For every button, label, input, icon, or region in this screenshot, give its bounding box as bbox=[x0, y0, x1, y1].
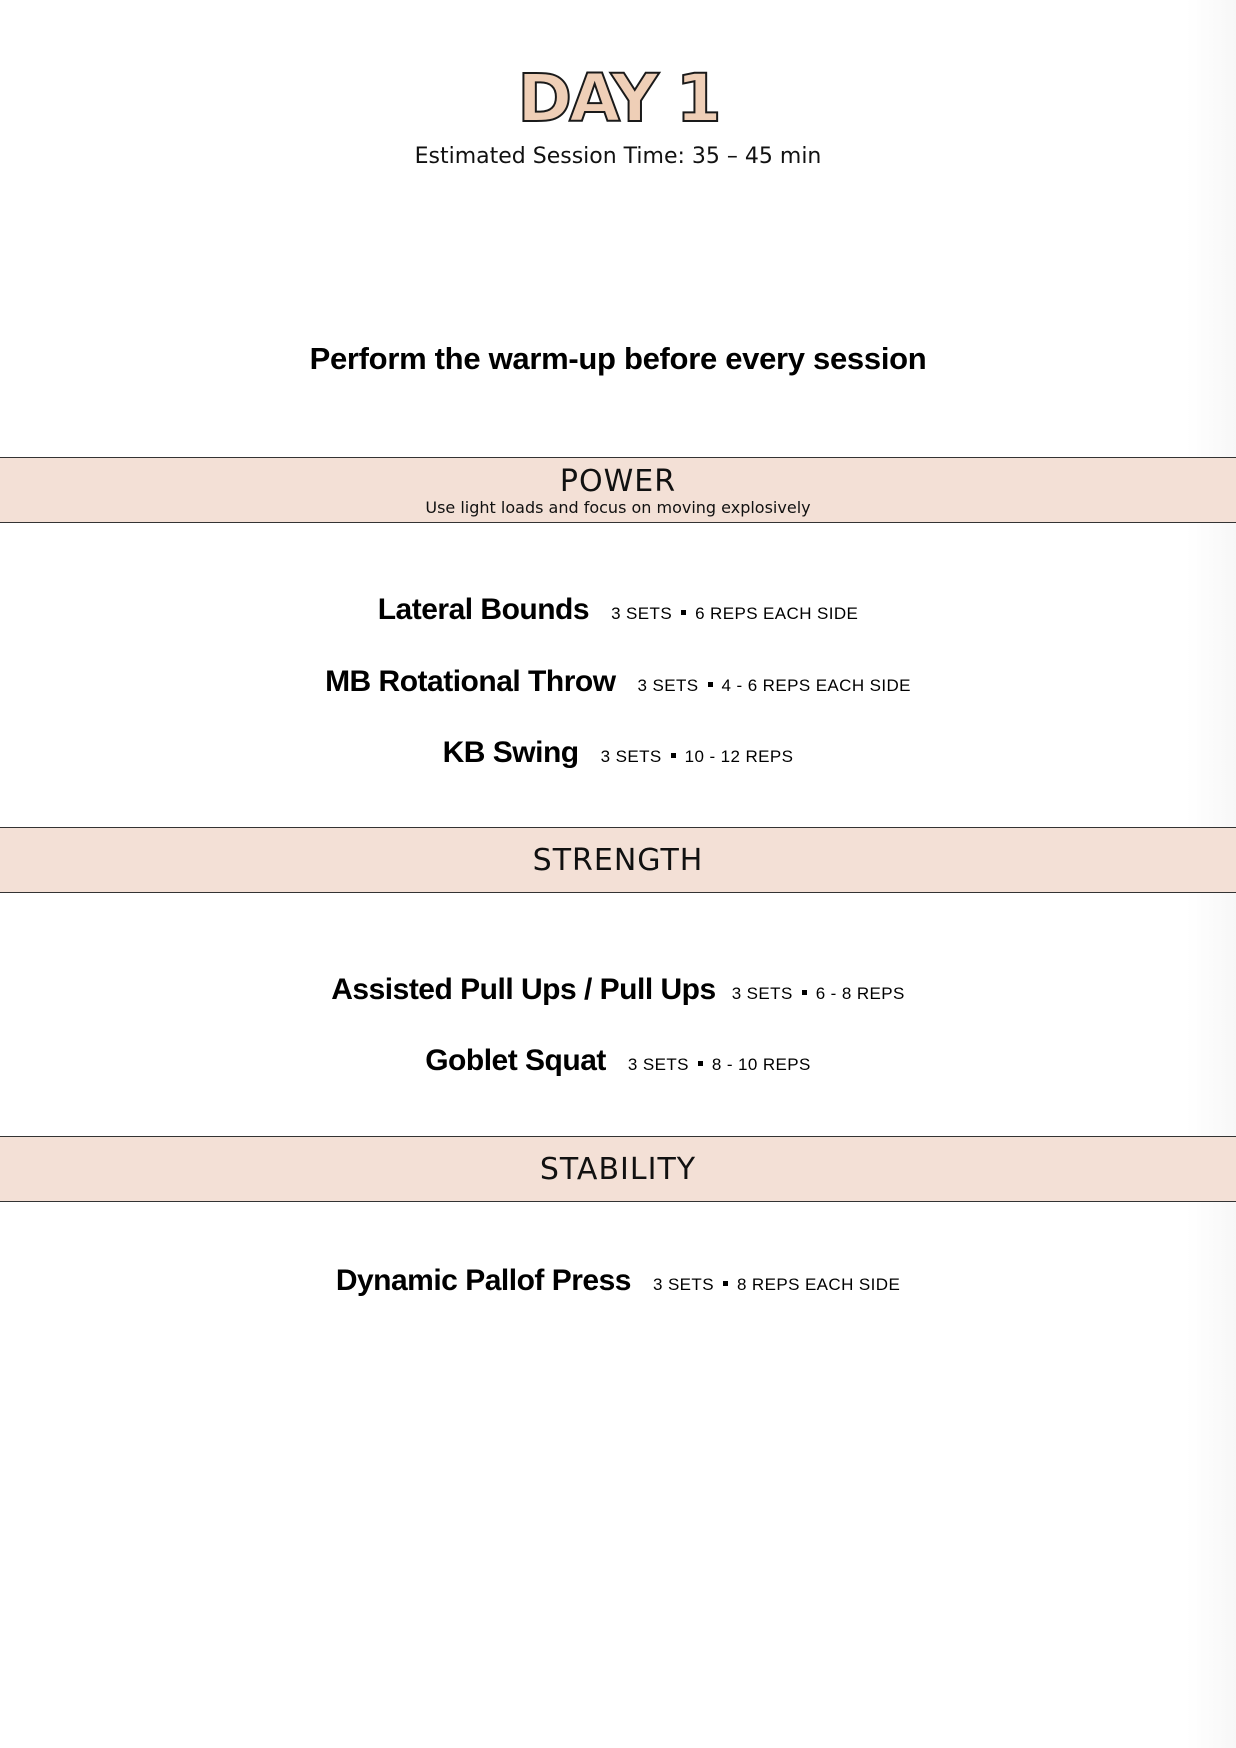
exercise-prescription bbox=[732, 984, 905, 1003]
warmup-note: Perform the warm-up before every session bbox=[309, 341, 927, 376]
exercise-prescription bbox=[628, 1055, 811, 1074]
exercise-name: Assisted Pull Ups / Pull Ups bbox=[331, 973, 716, 1006]
bullet-separator bbox=[671, 753, 676, 758]
bullet-separator bbox=[698, 1061, 703, 1066]
section-header-strength bbox=[0, 827, 1236, 893]
exercise-reps: 4 - 6 REPS EACH SIDE bbox=[721, 676, 911, 695]
section-title: STABILITY bbox=[539, 1152, 697, 1187]
exercise-name: KB Swing bbox=[442, 736, 579, 769]
exercise-reps: 6 REPS EACH SIDE bbox=[695, 604, 859, 623]
section-subtitle: Use light loads and focus on moving explosively bbox=[425, 498, 811, 517]
bullet-separator bbox=[681, 610, 686, 615]
exercise-reps: 8 REPS EACH SIDE bbox=[736, 1275, 901, 1294]
day-title: DAY 1 bbox=[517, 60, 719, 137]
exercise-reps: 10 - 12 REPS bbox=[684, 747, 794, 766]
exercise-prescription bbox=[601, 747, 794, 766]
exercise-name: MB Rotational Throw bbox=[325, 665, 616, 698]
section-title: STRENGTH bbox=[532, 843, 704, 878]
section-title: POWER bbox=[559, 464, 677, 499]
exercise-sets: 3 SETS bbox=[652, 1275, 714, 1294]
session-time: Estimated Session Time: 35 – 45 min bbox=[414, 144, 822, 169]
section-header-power bbox=[0, 457, 1236, 523]
exercise-name: Dynamic Pallof Press bbox=[335, 1264, 631, 1297]
exercise-prescription bbox=[611, 604, 858, 623]
bullet-separator bbox=[723, 1281, 728, 1286]
exercise-prescription bbox=[638, 676, 911, 695]
bullet-separator bbox=[708, 682, 713, 687]
bullet-separator bbox=[802, 990, 807, 995]
exercise-name: Goblet Squat bbox=[425, 1044, 606, 1077]
exercise-sets: 3 SETS bbox=[627, 1055, 689, 1074]
exercise-row bbox=[0, 1046, 1236, 1076]
exercise-sets: 3 SETS bbox=[637, 676, 699, 695]
exercise-row bbox=[0, 667, 1236, 697]
exercise-sets: 3 SETS bbox=[731, 984, 793, 1003]
exercise-row bbox=[0, 975, 1236, 1005]
exercise-row bbox=[0, 738, 1236, 768]
exercise-row bbox=[0, 1266, 1236, 1296]
exercise-row bbox=[0, 595, 1236, 625]
exercise-name: Lateral Bounds bbox=[377, 593, 590, 626]
section-header-stability bbox=[0, 1136, 1236, 1202]
exercise-sets: 3 SETS bbox=[611, 604, 673, 623]
exercise-reps: 6 - 8 REPS bbox=[815, 984, 905, 1003]
exercise-reps: 8 - 10 REPS bbox=[711, 1055, 811, 1074]
exercise-sets: 3 SETS bbox=[600, 747, 662, 766]
exercise-prescription bbox=[653, 1275, 900, 1294]
